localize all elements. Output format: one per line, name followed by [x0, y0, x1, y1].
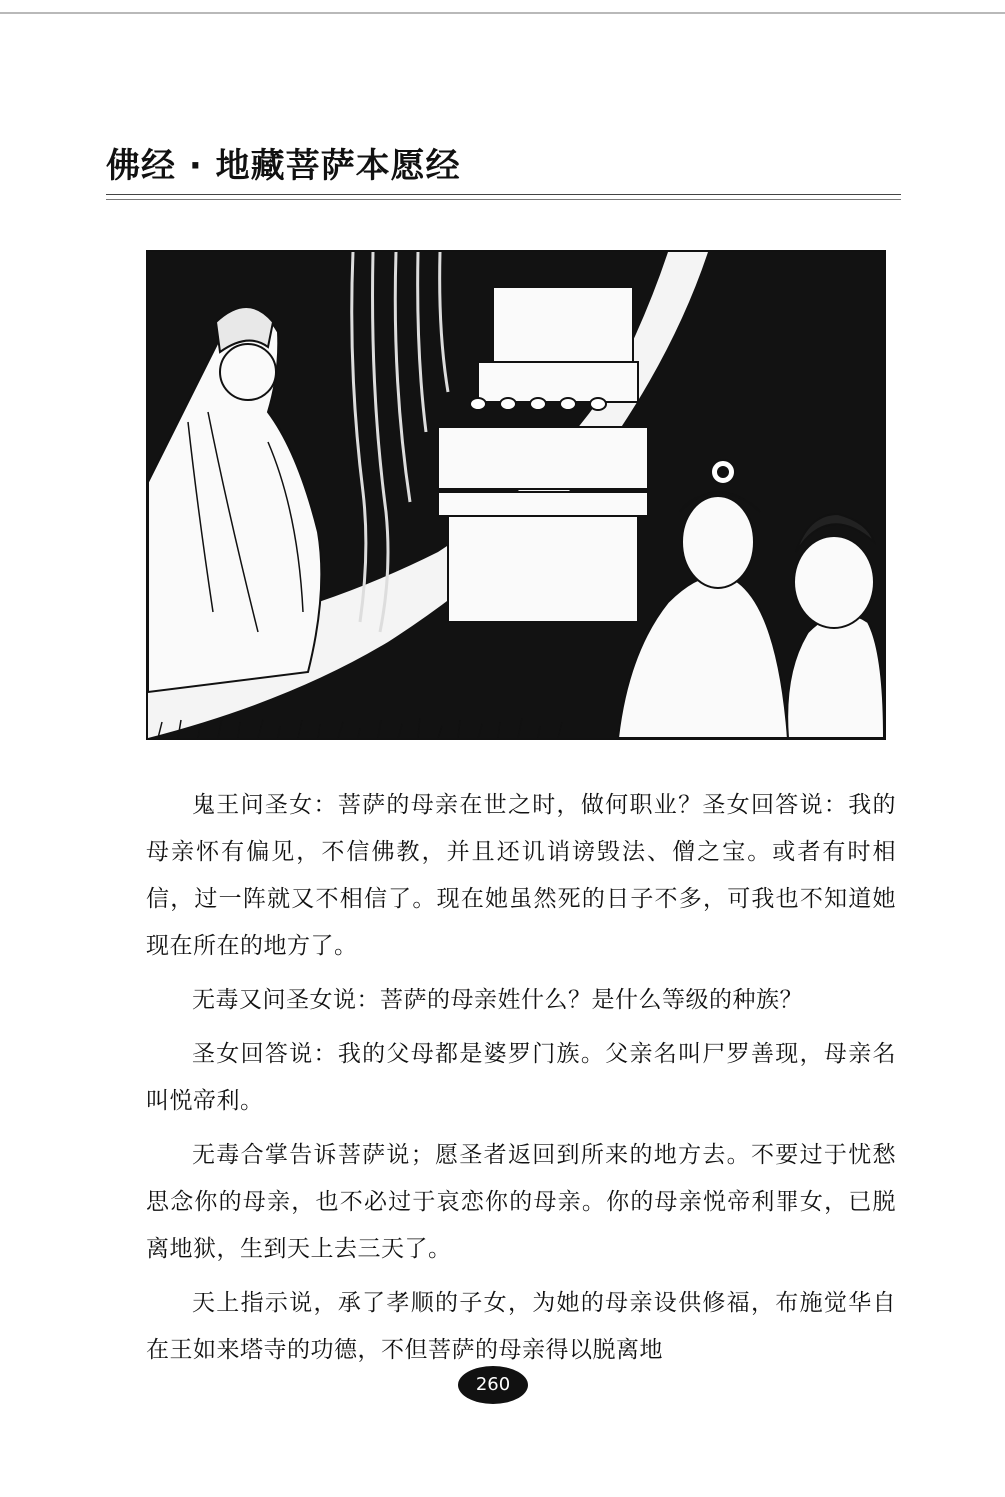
page-header-title: 佛经 · 地藏菩萨本愿经	[106, 146, 461, 186]
paragraph: 无毒合掌告诉菩萨说；愿圣者返回到所来的地方去。不要过于忧愁思念你的母亲，也不必过于哀恋你的母亲。你的母亲悦帝利罪女，已脱离地狱，生到天上去三天了。	[146, 1142, 896, 1262]
illustration-panel	[146, 250, 886, 740]
paragraph: 无毒又问圣女说：菩萨的母亲姓什么？是什么等级的种族？	[192, 987, 803, 1013]
page-number-badge: 260	[458, 1366, 528, 1404]
paragraph: 天上指示说，承了孝顺的子女，为她的母亲设供修福，布施觉华自在王如来塔寺的功德，不但菩萨的母亲得以脱离地	[146, 1290, 896, 1363]
paragraph: 鬼王问圣女：菩萨的母亲在世之时，做何职业？圣女回答说：我的母亲怀有偏见，不信佛教，并且还讥诮谤毁法、僧之宝。或者有时相信，过一阵就又不相信了。现在她虽然死的日子不多，可我也不知道她现在所在的地方了。	[146, 792, 896, 959]
header-divider-secondary	[106, 199, 901, 200]
body-text	[146, 782, 896, 1381]
paragraph: 圣女回答说：我的父母都是婆罗门族。父亲名叫尸罗善现，母亲名叫悦帝利。	[146, 1041, 896, 1114]
header-divider	[106, 194, 901, 195]
illustration-drawing	[148, 252, 884, 738]
top-border-rule	[0, 12, 1005, 14]
